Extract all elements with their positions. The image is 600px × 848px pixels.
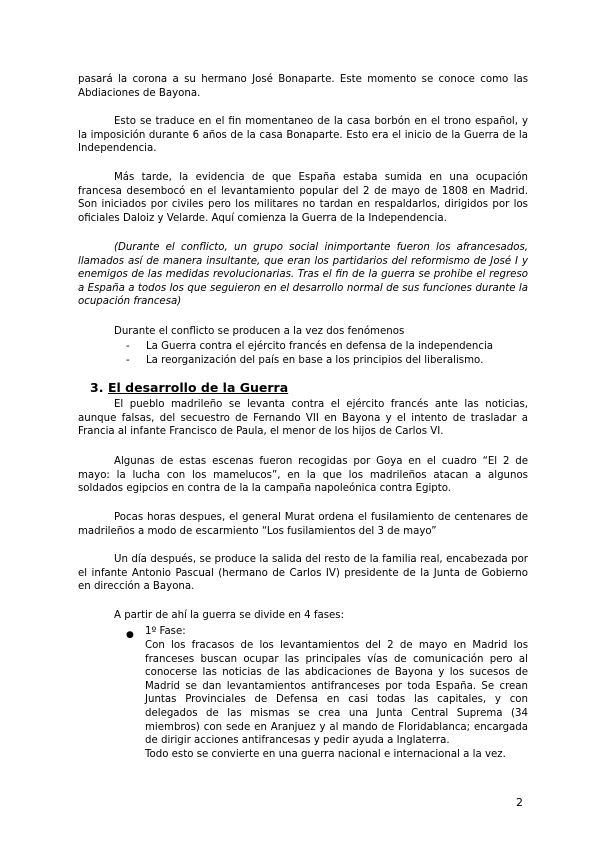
dash-marker: - xyxy=(126,355,130,366)
paragraph-pueblo-madrileno: El pueblo madrileño se levanta contra el ejército francés ante las noticias, aunque falsas, del secuestro de Fernando VII en Bayona y el intento de trasladar a Francia al infante Francisco de Paula, el menor de los hijos de Carlos VI. xyxy=(78,399,528,438)
dash-list-text: La Guerra contra el ejército francés en defensa de la independencia xyxy=(146,341,494,352)
paragraph-cuatro-fases: A partir de ahí la guerra se divide en 4 fases: xyxy=(114,610,345,621)
paragraph-goya: Algunas de estas escenas fueron recogidas por Goya en el cuadro “El 2 de mayo: la lucha con los mamelucos”, en la que los madrileños atacan a algunos soldados egipcios en contra de la la campaña napoleónica contra Egipto. xyxy=(78,456,528,495)
phase1-body: Con los fracasos de los levantamientos del 2 de mayo en Madrid los franceses buscan ocupar las principales vías de comunicación pero al conocerse las noticias de las abdicaciones de Bayona y los sucesos de Madrid se dan levantamientos antifranceses por toda España. Se crean Juntas Provinciales de Defensa en casi todas las capitales, y con delegados de las mismas se crea una Junta Central Suprema (34 miembros) con sede en Aranjuez y al mando de Floridablanca; encargada de dirigir acciones antifrancesas y pedir ayuda a Inglaterra. xyxy=(145,640,528,747)
dash-list-text: La reorganización del país en base a los principios del liberalismo. xyxy=(146,355,484,366)
paragraph-abdicaciones: pasará la corona a su hermano José Bonaparte. Este momento se conoce como las Abdiaciones de Bayona. xyxy=(78,74,528,99)
dash-marker: - xyxy=(126,341,130,352)
paragraph-familia-real: Un día después, se produce la salida del resto de la familia real, encabezada por el infante Antonio Pascual (hermano de Carlos IV) presidente de la Junta de Gobierno en dirección a Bayona. xyxy=(78,554,528,593)
bullet-icon: ● xyxy=(126,630,134,640)
paragraph-levantamiento: Más tarde, la evidencia de que España estaba sumida en una ocupación francesa desembocó en el levantamiento popular del 2 de mayo de 1808 en Madrid. Son iniciados por civiles pero los militares no tardan en respaldarlos, dirigidos por los oficiales Daloiz y Velarde. Aquí comienza la Guerra de la Independencia. xyxy=(78,172,528,224)
section-number: 3. xyxy=(90,380,104,395)
phase1-conclusion: Todo esto se convierte en una guerra nacional e internacional a la vez. xyxy=(145,749,506,760)
paragraph-murat: Pocas horas despues, el general Murat ordena el fusilamiento de centenares de madrileños a modo de escarmiento “Los fusilamientos del 3 de mayo” xyxy=(78,512,528,537)
section-title: El desarrollo de la Guerra xyxy=(108,380,289,395)
phase1-title: 1º Fase: xyxy=(145,626,186,637)
page-number: 2 xyxy=(516,796,523,809)
paragraph-fenomenos: Durante el conflicto se producen a la vez dos fenómenos xyxy=(114,326,405,337)
section-heading xyxy=(90,380,288,395)
paragraph-fin-borbon: Esto se traduce en el fin momentaneo de la casa borbón en el trono español, y la imposición durante 6 años de la casa Bonaparte. Esto era el inicio de la Guerra de la Independencia. xyxy=(78,116,528,155)
paragraph-afrancesados: (Durante el conflicto, un grupo social inimportante fueron los afrancesados, llamados así de manera insultante, que eran los partidarios del reformismo de José I y enemigos de las medidas revolucionarias. Tras el fin de la guerra se prohibe el regreso a España a todos los que seguieron en el desarrollo normal de sus funciones durante la ocupación francesa) xyxy=(78,242,528,308)
